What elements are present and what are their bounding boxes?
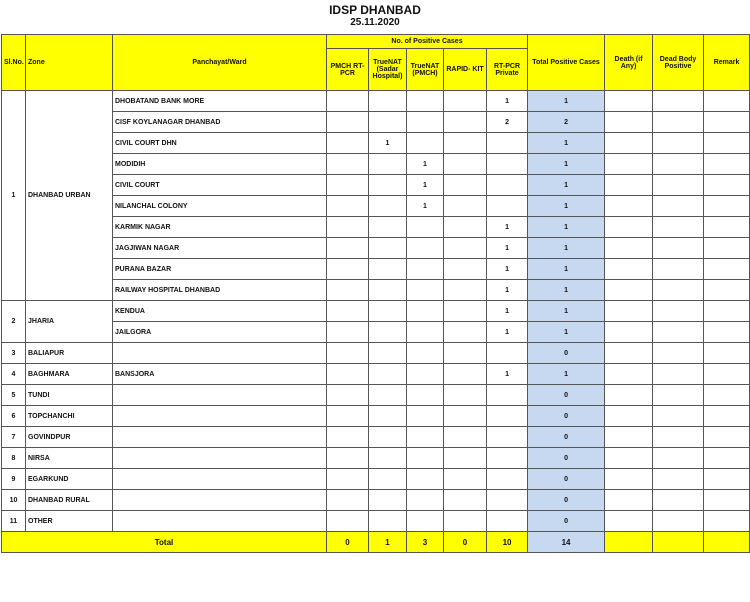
total-positive-cell: 1 (528, 301, 605, 322)
truenat-pmch-cell (407, 448, 444, 469)
remark-cell (704, 91, 750, 112)
table-row (2, 469, 750, 490)
table-row (2, 112, 750, 133)
rtpcr-private-cell (487, 406, 528, 427)
zone-cell: TOPCHANCHI (26, 406, 113, 427)
pmch-rtpcr-cell (327, 490, 369, 511)
sl-no-cell: 7 (2, 427, 26, 448)
total-positive-cell: 1 (528, 259, 605, 280)
sl-no-cell: 5 (2, 385, 26, 406)
remark-cell (704, 175, 750, 196)
truenat-pmch-cell (407, 490, 444, 511)
total-positive-cell: 0 (528, 511, 605, 532)
death-cell (605, 133, 653, 154)
zone-cell: GOVINDPUR (26, 427, 113, 448)
sl-no-cell: 1 (2, 91, 26, 301)
header-rapid-kit: RAPID- KIT (444, 49, 487, 91)
remark-cell (704, 406, 750, 427)
dead-body-cell (653, 154, 704, 175)
total-pmch: 0 (327, 532, 369, 553)
rtpcr-private-cell: 1 (487, 301, 528, 322)
rapid-kit-cell (444, 322, 487, 343)
zone-cell: EGARKUND (26, 469, 113, 490)
panchayat-cell: PURANA BAZAR (113, 259, 327, 280)
truenat-pmch-cell (407, 364, 444, 385)
total-positive-cell: 0 (528, 448, 605, 469)
pmch-rtpcr-cell (327, 280, 369, 301)
dead-body-cell (653, 133, 704, 154)
remark-cell (704, 133, 750, 154)
total-positive-cell: 1 (528, 364, 605, 385)
truenat-pmch-cell (407, 280, 444, 301)
rtpcr-private-cell: 2 (487, 112, 528, 133)
panchayat-cell (113, 490, 327, 511)
panchayat-cell: CIVIL COURT (113, 175, 327, 196)
panchayat-cell (113, 427, 327, 448)
rapid-kit-cell (444, 511, 487, 532)
pmch-rtpcr-cell (327, 238, 369, 259)
rapid-kit-cell (444, 133, 487, 154)
total-positive-cell: 1 (528, 175, 605, 196)
rtpcr-private-cell (487, 385, 528, 406)
truenat-pmch-cell (407, 427, 444, 448)
table-row (2, 133, 750, 154)
death-cell (605, 196, 653, 217)
dead-body-cell (653, 91, 704, 112)
dead-body-cell (653, 427, 704, 448)
table-row (2, 238, 750, 259)
panchayat-cell: CIVIL COURT DHN (113, 133, 327, 154)
truenat-sadar-cell (369, 280, 407, 301)
truenat-sadar-cell (369, 511, 407, 532)
truenat-sadar-cell (369, 322, 407, 343)
truenat-pmch-cell (407, 301, 444, 322)
rapid-kit-cell (444, 112, 487, 133)
panchayat-cell (113, 385, 327, 406)
truenat-sadar-cell (369, 301, 407, 322)
remark-cell (704, 490, 750, 511)
header-pmch-rtpcr: PMCH RT-PCR (327, 49, 369, 91)
table-row (2, 406, 750, 427)
pmch-rtpcr-cell (327, 511, 369, 532)
pmch-rtpcr-cell (327, 112, 369, 133)
rtpcr-private-cell: 1 (487, 238, 528, 259)
truenat-sadar-cell (369, 448, 407, 469)
truenat-pmch-cell (407, 511, 444, 532)
death-cell (605, 175, 653, 196)
truenat-pmch-cell (407, 343, 444, 364)
zone-cell: NIRSA (26, 448, 113, 469)
total-positive-cell: 0 (528, 385, 605, 406)
truenat-pmch-cell: 1 (407, 175, 444, 196)
table-row (2, 427, 750, 448)
death-cell (605, 427, 653, 448)
zone-cell: OTHER (26, 511, 113, 532)
pmch-rtpcr-cell (327, 427, 369, 448)
remark-cell (704, 448, 750, 469)
dead-body-cell (653, 112, 704, 133)
rapid-kit-cell (444, 175, 487, 196)
panchayat-cell (113, 406, 327, 427)
rtpcr-private-cell: 1 (487, 91, 528, 112)
panchayat-cell (113, 448, 327, 469)
rtpcr-private-cell (487, 343, 528, 364)
truenat-sadar-cell (369, 343, 407, 364)
remark-cell (704, 154, 750, 175)
pmch-rtpcr-cell (327, 448, 369, 469)
totals-label: Total (2, 532, 327, 553)
remark-cell (704, 196, 750, 217)
zone-cell: BALIAPUR (26, 343, 113, 364)
truenat-sadar-cell (369, 469, 407, 490)
truenat-sadar-cell (369, 91, 407, 112)
death-cell (605, 364, 653, 385)
truenat-sadar-cell (369, 427, 407, 448)
pmch-rtpcr-cell (327, 133, 369, 154)
dead-body-cell (653, 301, 704, 322)
remark-cell (704, 385, 750, 406)
rapid-kit-cell (444, 91, 487, 112)
table-row (2, 259, 750, 280)
rtpcr-private-cell (487, 427, 528, 448)
pmch-rtpcr-cell (327, 364, 369, 385)
sl-no-cell: 4 (2, 364, 26, 385)
dead-body-cell (653, 406, 704, 427)
rtpcr-private-cell (487, 175, 528, 196)
header-remark: Remark (704, 35, 750, 91)
rtpcr-private-cell (487, 511, 528, 532)
rtpcr-private-cell (487, 154, 528, 175)
sl-no-cell: 8 (2, 448, 26, 469)
pmch-rtpcr-cell (327, 301, 369, 322)
header-sl: Sl.No. (2, 35, 26, 91)
total-truenat-pmch: 3 (407, 532, 444, 553)
rapid-kit-cell (444, 364, 487, 385)
death-cell (605, 301, 653, 322)
panchayat-cell: JAILGORA (113, 322, 327, 343)
total-positive-cell: 1 (528, 238, 605, 259)
rapid-kit-cell (444, 259, 487, 280)
total-positive-cell: 0 (528, 490, 605, 511)
total-positive-cell: 1 (528, 280, 605, 301)
truenat-pmch-cell (407, 112, 444, 133)
sl-no-cell: 10 (2, 490, 26, 511)
total-remark (704, 532, 750, 553)
rtpcr-private-cell (487, 133, 528, 154)
rtpcr-private-cell (487, 469, 528, 490)
death-cell (605, 490, 653, 511)
rapid-kit-cell (444, 280, 487, 301)
dead-body-cell (653, 490, 704, 511)
header-panchayat: Panchayat/Ward (113, 35, 327, 91)
truenat-pmch-cell (407, 469, 444, 490)
pmch-rtpcr-cell (327, 217, 369, 238)
rtpcr-private-cell: 1 (487, 259, 528, 280)
death-cell (605, 280, 653, 301)
remark-cell (704, 469, 750, 490)
pmch-rtpcr-cell (327, 343, 369, 364)
pmch-rtpcr-cell (327, 259, 369, 280)
rtpcr-private-cell (487, 490, 528, 511)
zone-cell: JHARIA (26, 301, 113, 343)
rtpcr-private-cell: 1 (487, 322, 528, 343)
table-row (2, 196, 750, 217)
header-rtpcr-private: RT-PCR Private (487, 49, 528, 91)
death-cell (605, 322, 653, 343)
truenat-sadar-cell (369, 364, 407, 385)
rtpcr-private-cell (487, 448, 528, 469)
header-total-positive: Total Positive Cases (528, 35, 605, 91)
table-row (2, 490, 750, 511)
header-truenat-pmch: TrueNAT (PMCH) (407, 49, 444, 91)
death-cell (605, 112, 653, 133)
report-title-block (0, 0, 750, 34)
header-positive-group: No. of Positive Cases (327, 35, 528, 49)
rapid-kit-cell (444, 427, 487, 448)
rapid-kit-cell (444, 385, 487, 406)
total-positive-cell: 1 (528, 133, 605, 154)
death-cell (605, 343, 653, 364)
dead-body-cell (653, 385, 704, 406)
death-cell (605, 385, 653, 406)
death-cell (605, 511, 653, 532)
table-row (2, 364, 750, 385)
total-positive-cell: 0 (528, 406, 605, 427)
total-rapid-kit: 0 (444, 532, 487, 553)
rtpcr-private-cell (487, 196, 528, 217)
zone-cell: DHANBAD RURAL (26, 490, 113, 511)
rapid-kit-cell (444, 490, 487, 511)
panchayat-cell (113, 511, 327, 532)
truenat-pmch-cell (407, 238, 444, 259)
dead-body-cell (653, 259, 704, 280)
panchayat-cell: KARMIK NAGAR (113, 217, 327, 238)
dead-body-cell (653, 511, 704, 532)
pmch-rtpcr-cell (327, 406, 369, 427)
rapid-kit-cell (444, 406, 487, 427)
total-dead-body (653, 532, 704, 553)
total-positive-cell: 1 (528, 154, 605, 175)
rapid-kit-cell (444, 154, 487, 175)
truenat-pmch-cell (407, 259, 444, 280)
truenat-pmch-cell (407, 406, 444, 427)
panchayat-cell: DHOBATAND BANK MORE (113, 91, 327, 112)
sl-no-cell: 9 (2, 469, 26, 490)
dead-body-cell (653, 280, 704, 301)
pmch-rtpcr-cell (327, 196, 369, 217)
zone-cell: BAGHMARA (26, 364, 113, 385)
death-cell (605, 469, 653, 490)
table-row (2, 280, 750, 301)
dead-body-cell (653, 217, 704, 238)
sl-no-cell: 2 (2, 301, 26, 343)
rapid-kit-cell (444, 238, 487, 259)
death-cell (605, 259, 653, 280)
truenat-sadar-cell (369, 385, 407, 406)
truenat-sadar-cell (369, 217, 407, 238)
truenat-sadar-cell (369, 154, 407, 175)
remark-cell (704, 112, 750, 133)
table-row (2, 91, 750, 112)
rapid-kit-cell (444, 469, 487, 490)
death-cell (605, 448, 653, 469)
total-positive-cell: 0 (528, 427, 605, 448)
truenat-pmch-cell (407, 217, 444, 238)
table-row (2, 511, 750, 532)
positive-cases-table (1, 34, 750, 553)
rapid-kit-cell (444, 217, 487, 238)
dead-body-cell (653, 469, 704, 490)
death-cell (605, 217, 653, 238)
truenat-sadar-cell: 1 (369, 133, 407, 154)
header-dead-body: Dead Body Positive (653, 35, 704, 91)
death-cell (605, 91, 653, 112)
remark-cell (704, 301, 750, 322)
header-zone: Zone (26, 35, 113, 91)
total-positive-cases: 14 (528, 532, 605, 553)
remark-cell (704, 238, 750, 259)
rtpcr-private-cell: 1 (487, 364, 528, 385)
panchayat-cell (113, 469, 327, 490)
total-positive-cell: 0 (528, 343, 605, 364)
sl-no-cell: 6 (2, 406, 26, 427)
panchayat-cell (113, 343, 327, 364)
zone-cell: TUNDI (26, 385, 113, 406)
pmch-rtpcr-cell (327, 322, 369, 343)
sl-no-cell: 3 (2, 343, 26, 364)
pmch-rtpcr-cell (327, 469, 369, 490)
total-positive-cell: 2 (528, 112, 605, 133)
dead-body-cell (653, 448, 704, 469)
total-positive-cell: 1 (528, 322, 605, 343)
table-row (2, 343, 750, 364)
remark-cell (704, 511, 750, 532)
dead-body-cell (653, 238, 704, 259)
remark-cell (704, 259, 750, 280)
remark-cell (704, 427, 750, 448)
death-cell (605, 154, 653, 175)
total-positive-cell: 1 (528, 91, 605, 112)
table-row (2, 385, 750, 406)
pmch-rtpcr-cell (327, 175, 369, 196)
remark-cell (704, 217, 750, 238)
pmch-rtpcr-cell (327, 91, 369, 112)
report-title: IDSP DHANBAD (329, 3, 421, 17)
total-truenat-sadar: 1 (369, 532, 407, 553)
truenat-sadar-cell (369, 259, 407, 280)
pmch-rtpcr-cell (327, 385, 369, 406)
panchayat-cell: BANSJORA (113, 364, 327, 385)
panchayat-cell: KENDUA (113, 301, 327, 322)
truenat-sadar-cell (369, 406, 407, 427)
dead-body-cell (653, 364, 704, 385)
panchayat-cell: MODIDIH (113, 154, 327, 175)
rtpcr-private-cell: 1 (487, 280, 528, 301)
dead-body-cell (653, 175, 704, 196)
zone-cell: DHANBAD URBAN (26, 91, 113, 301)
truenat-sadar-cell (369, 175, 407, 196)
death-cell (605, 406, 653, 427)
truenat-pmch-cell: 1 (407, 196, 444, 217)
rapid-kit-cell (444, 301, 487, 322)
panchayat-cell: RAILWAY HOSPITAL DHANBAD (113, 280, 327, 301)
table-row (2, 448, 750, 469)
truenat-sadar-cell (369, 238, 407, 259)
truenat-pmch-cell: 1 (407, 154, 444, 175)
table-row (2, 154, 750, 175)
rapid-kit-cell (444, 448, 487, 469)
truenat-sadar-cell (369, 490, 407, 511)
table-row (2, 217, 750, 238)
report-date: 25.11.2020 (350, 17, 400, 28)
table-row (2, 322, 750, 343)
total-positive-cell: 1 (528, 196, 605, 217)
truenat-pmch-cell (407, 385, 444, 406)
pmch-rtpcr-cell (327, 154, 369, 175)
panchayat-cell: NILANCHAL COLONY (113, 196, 327, 217)
totals-row (2, 532, 750, 553)
rapid-kit-cell (444, 196, 487, 217)
dead-body-cell (653, 196, 704, 217)
remark-cell (704, 280, 750, 301)
remark-cell (704, 322, 750, 343)
truenat-pmch-cell (407, 133, 444, 154)
dead-body-cell (653, 322, 704, 343)
death-cell (605, 238, 653, 259)
truenat-sadar-cell (369, 196, 407, 217)
table-body (2, 91, 750, 532)
table-row (2, 175, 750, 196)
truenat-sadar-cell (369, 112, 407, 133)
total-positive-cell: 1 (528, 217, 605, 238)
rtpcr-private-cell: 1 (487, 217, 528, 238)
dead-body-cell (653, 343, 704, 364)
remark-cell (704, 343, 750, 364)
header-death: Death (if Any) (605, 35, 653, 91)
remark-cell (704, 364, 750, 385)
truenat-pmch-cell (407, 322, 444, 343)
rapid-kit-cell (444, 343, 487, 364)
sl-no-cell: 11 (2, 511, 26, 532)
total-rtpcr-private: 10 (487, 532, 528, 553)
total-death (605, 532, 653, 553)
table-row (2, 301, 750, 322)
truenat-pmch-cell (407, 91, 444, 112)
header-truenat-sadar: TrueNAT (Sadar Hospital) (369, 49, 407, 91)
panchayat-cell: JAGJIWAN NAGAR (113, 238, 327, 259)
total-positive-cell: 0 (528, 469, 605, 490)
panchayat-cell: CISF KOYLANAGAR DHANBAD (113, 112, 327, 133)
